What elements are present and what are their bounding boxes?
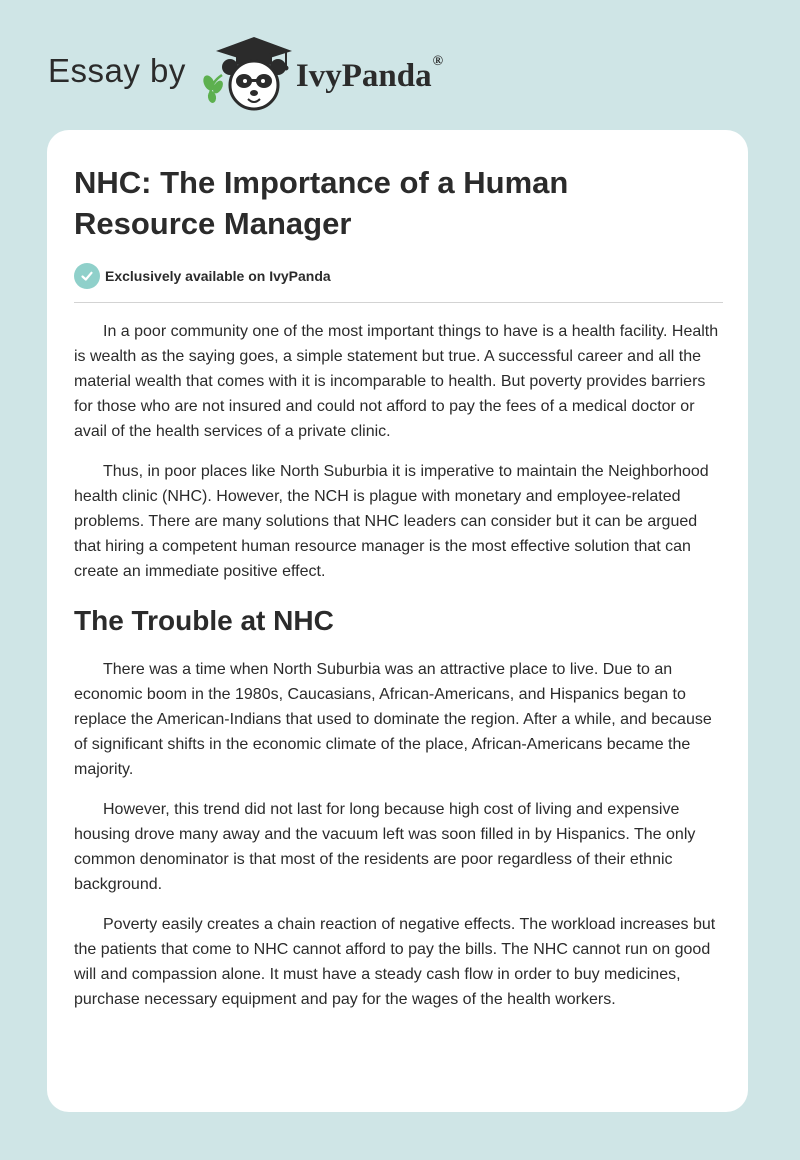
brand-name[interactable]: IvyPanda® — [295, 53, 444, 94]
paragraph: Poverty easily creates a chain reaction of negative effects. The workload increases but the patients that come to NHC cannot afford to pay the bills. The NHC cannot run on good will and compassion alone. It must have a steady cash flow in order to buy medicines, purchase necessary equipment and pay for the wages of the health workers. — [74, 916, 716, 1008]
article-body — [74, 319, 726, 1027]
section-heading: The Trouble at NHC — [74, 605, 334, 636]
paragraph: In a poor community one of the most important things to have is a health facility. Health is wealth as the saying goes, a simple statement but true. A successful career and all the material wealth that comes with it is incomparable to health. But poverty provides barriers for those who are not insured and could not afford to pay the fees of a medical doctor or avail of the health services of a private clinic. — [74, 323, 719, 440]
essay-by-label: Essay by — [48, 52, 186, 89]
site-header — [48, 34, 443, 114]
check-icon — [74, 263, 100, 289]
panda-logo-icon[interactable] — [200, 35, 292, 113]
paragraph: Thus, in poor places like North Suburbia it is imperative to maintain the Neighborhood health clinic (NHC). However, the NCH is plague with monetary and employee-related problems. There are many solutions that NHC leaders can consider but it can be argued that hiring a competent human resource manager is the most effective solution that can create an immediate positive effect. — [74, 463, 709, 580]
exclusive-badge — [74, 263, 331, 289]
paragraph: There was a time when North Suburbia was an attractive place to live. Due to an economic boom in the 1980s, Caucasians, African-Americans, and Hispanics began to replace the American-Indians that used to dominate the region. After a while, and because of significant shifts in the economic climate of the place, African-Americans became the majority. — [74, 661, 712, 778]
article-card — [47, 130, 748, 1112]
registered-mark: ® — [432, 53, 444, 69]
paragraph: However, this trend did not last for long because high cost of living and expensive housing drove many away and the vacuum left was soon filled in by Hispanics. The only common denominator is that most of the residents are poor regardless of their ethnic background. — [74, 801, 696, 893]
page-title: NHC: The Importance of a Human Resource Manager — [74, 165, 569, 241]
divider — [74, 302, 723, 303]
exclusive-badge-text: Exclusively available on IvyPanda — [105, 268, 331, 284]
